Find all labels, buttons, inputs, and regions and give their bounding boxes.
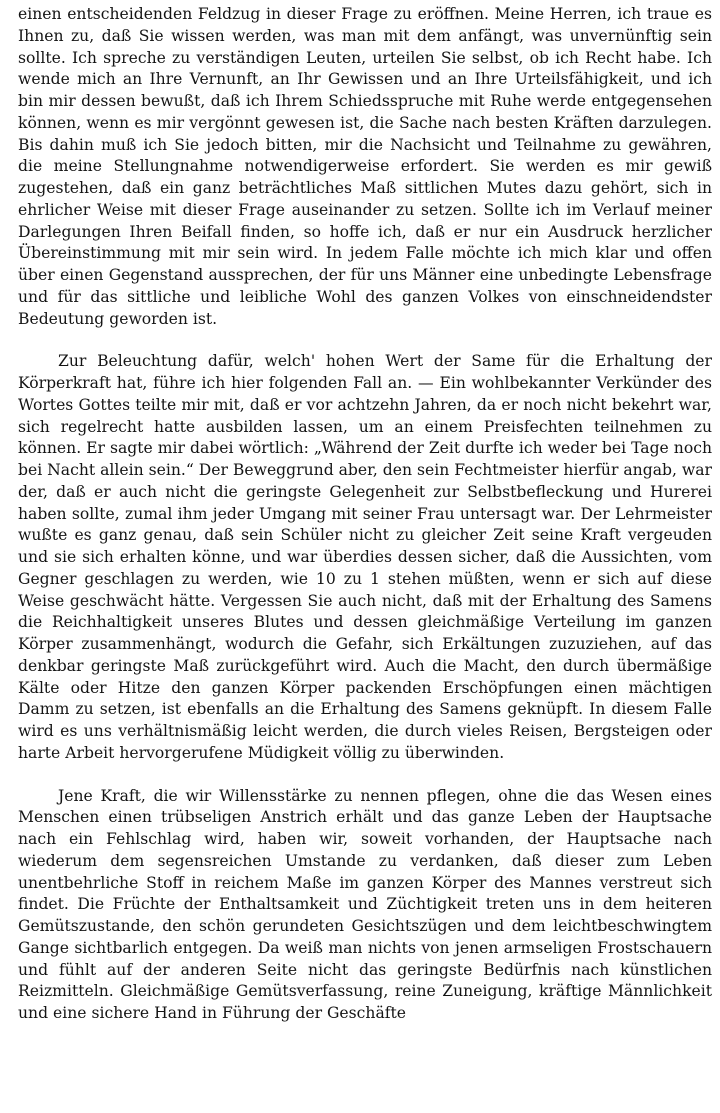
- paragraph-spacer: [18, 765, 712, 786]
- paragraph-2: Zur Beleuchtung dafür, welch' hohen Wert der Same für die Erhaltung der Körperkraft hat, führe ich hier folgenden Fall an. — Ein wohlbekannter Verkünder des Wortes Gottes teilte mir mit, daß er vor achtzehn Jahren, da er noch nicht bekehrt war, sich regelrecht hatte ausbilden lassen, um an einem Preisfechten teilnehmen zu können. Er sagte mir dabei wörtlich: „Während der Zeit durfte ich weder bei Tage noch bei Nacht allein sein.“ Der Beweggrund aber, den sein Fechtmeister hierfür angab, war der, daß er auch nicht die geringste Gelegenheit zur Selbstbefleckung und Hurerei haben sollte, zumal ihm jeder Umgang mit seiner Frau untersagt war. Der Lehrmeister wußte es ganz genau, daß sein Schüler nicht zu gleicher Zeit seine Kraft vergeuden und sie sich erhalten könne, und war überdies dessen sicher, daß die Aussichten, vom Gegner geschlagen zu werden, wie 10 zu 1 stehen müßten, wenn er sich auf diese Weise geschwächt hätte. Vergessen Sie auch nicht, daß mit der Erhaltung des Samens die Reichhaltigkeit unseres Blutes und dessen gleichmäßige Verteilung im ganzen Körper zusammenhängt, wodurch die Gefahr, sich Erkältungen zuzuziehen, auf das denkbar geringste Maß zurückgeführt wird. Auch die Macht, den durch übermäßige Kälte oder Hitze den ganzen Körper packenden Erschöpfungen einen mächtigen Damm zu setzen, ist ebenfalls an die Erhaltung des Samens geknüpft. In diesem Falle wird es uns verhältnismäßig leicht werden, die durch vieles Reisen, Bergsteigen oder harte Arbeit hervorgerufene Müdigkeit völlig zu überwinden.: [18, 352, 712, 762]
- paragraph-3: Jene Kraft, die wir Willensstärke zu nennen pflegen, ohne die das Wesen eines Menschen einen trübseligen Anstrich erhält und das ganze Leben der Hauptsache nach ein Fehlschlag wird, haben wir, soweit vorhanden, der Hauptsache nach wiederum dem segensreichen Umstande zu verdanken, daß dieser zum Leben unentbehrliche Stoff in reichem Maße im ganzen Körper des Mannes verstreut sich findet. Die Früchte der Enthaltsamkeit und Züchtigkeit treten uns in dem heiteren Gemütszustande, den schön gerundeten Gesichtszügen und dem leichtbeschwingtem Gange sichtbarlich entgegen. Da weiß man nichts von jenen armseligen Frostschauern und fühlt auf der anderen Seite nicht das geringste Bedürfnis nach künstlichen Reizmitteln. Gleichmäßige Gemütsverfassung, reine Zuneigung, kräftige Männlichkeit und eine sichere Hand in Führung der Geschäfte: [18, 786, 712, 1022]
- paragraph-1: einen entscheidenden Feldzug in dieser Frage zu eröffnen. Meine Herren, ich traue es Ihnen zu, daß Sie wissen werden, was man mit dem anfängt, was unvernünftig sein sollte. Ich spreche zu verständigen Leuten, urteilen Sie selbst, ob ich Recht habe. Ich wende mich an Ihre Vernunft, an Ihr Gewissen und an Ihre Urteilsfähigkeit, und ich bin mir dessen bewußt, daß ich Ihrem Schiedsspruche mit Ruhe werde entgegensehen können, wenn es mir vergönnt gewesen ist, die Sache nach besten Kräften darzulegen. Bis dahin muß ich Sie jedoch bitten, mir die Nachsicht und Teilnahme zu gewähren, die meine Stellungnahme notwendigerweise erfordert. Sie werden es mir gewiß zugestehen, daß ein ganz beträchtliches Maß sittlichen Mutes dazu gehört, sich in ehrlicher Weise mit dieser Frage auseinander zu setzen. Sollte ich im Verlauf meiner Darlegungen Ihren Beifall finden, so hoffe ich, daß er nur ein Ausdruck herzlicher Übereinstimmung mit mir sein wird. In jedem Falle möchte ich mich klar und offen über einen Gegenstand aussprechen, der für uns Männer eine unbedingte Lebensfrage und für das sittliche und leibliche Wohl des ganzen Volkes von einschneidendster Bedeutung geworden ist.: [18, 5, 712, 328]
- paragraph-spacer: [18, 330, 712, 351]
